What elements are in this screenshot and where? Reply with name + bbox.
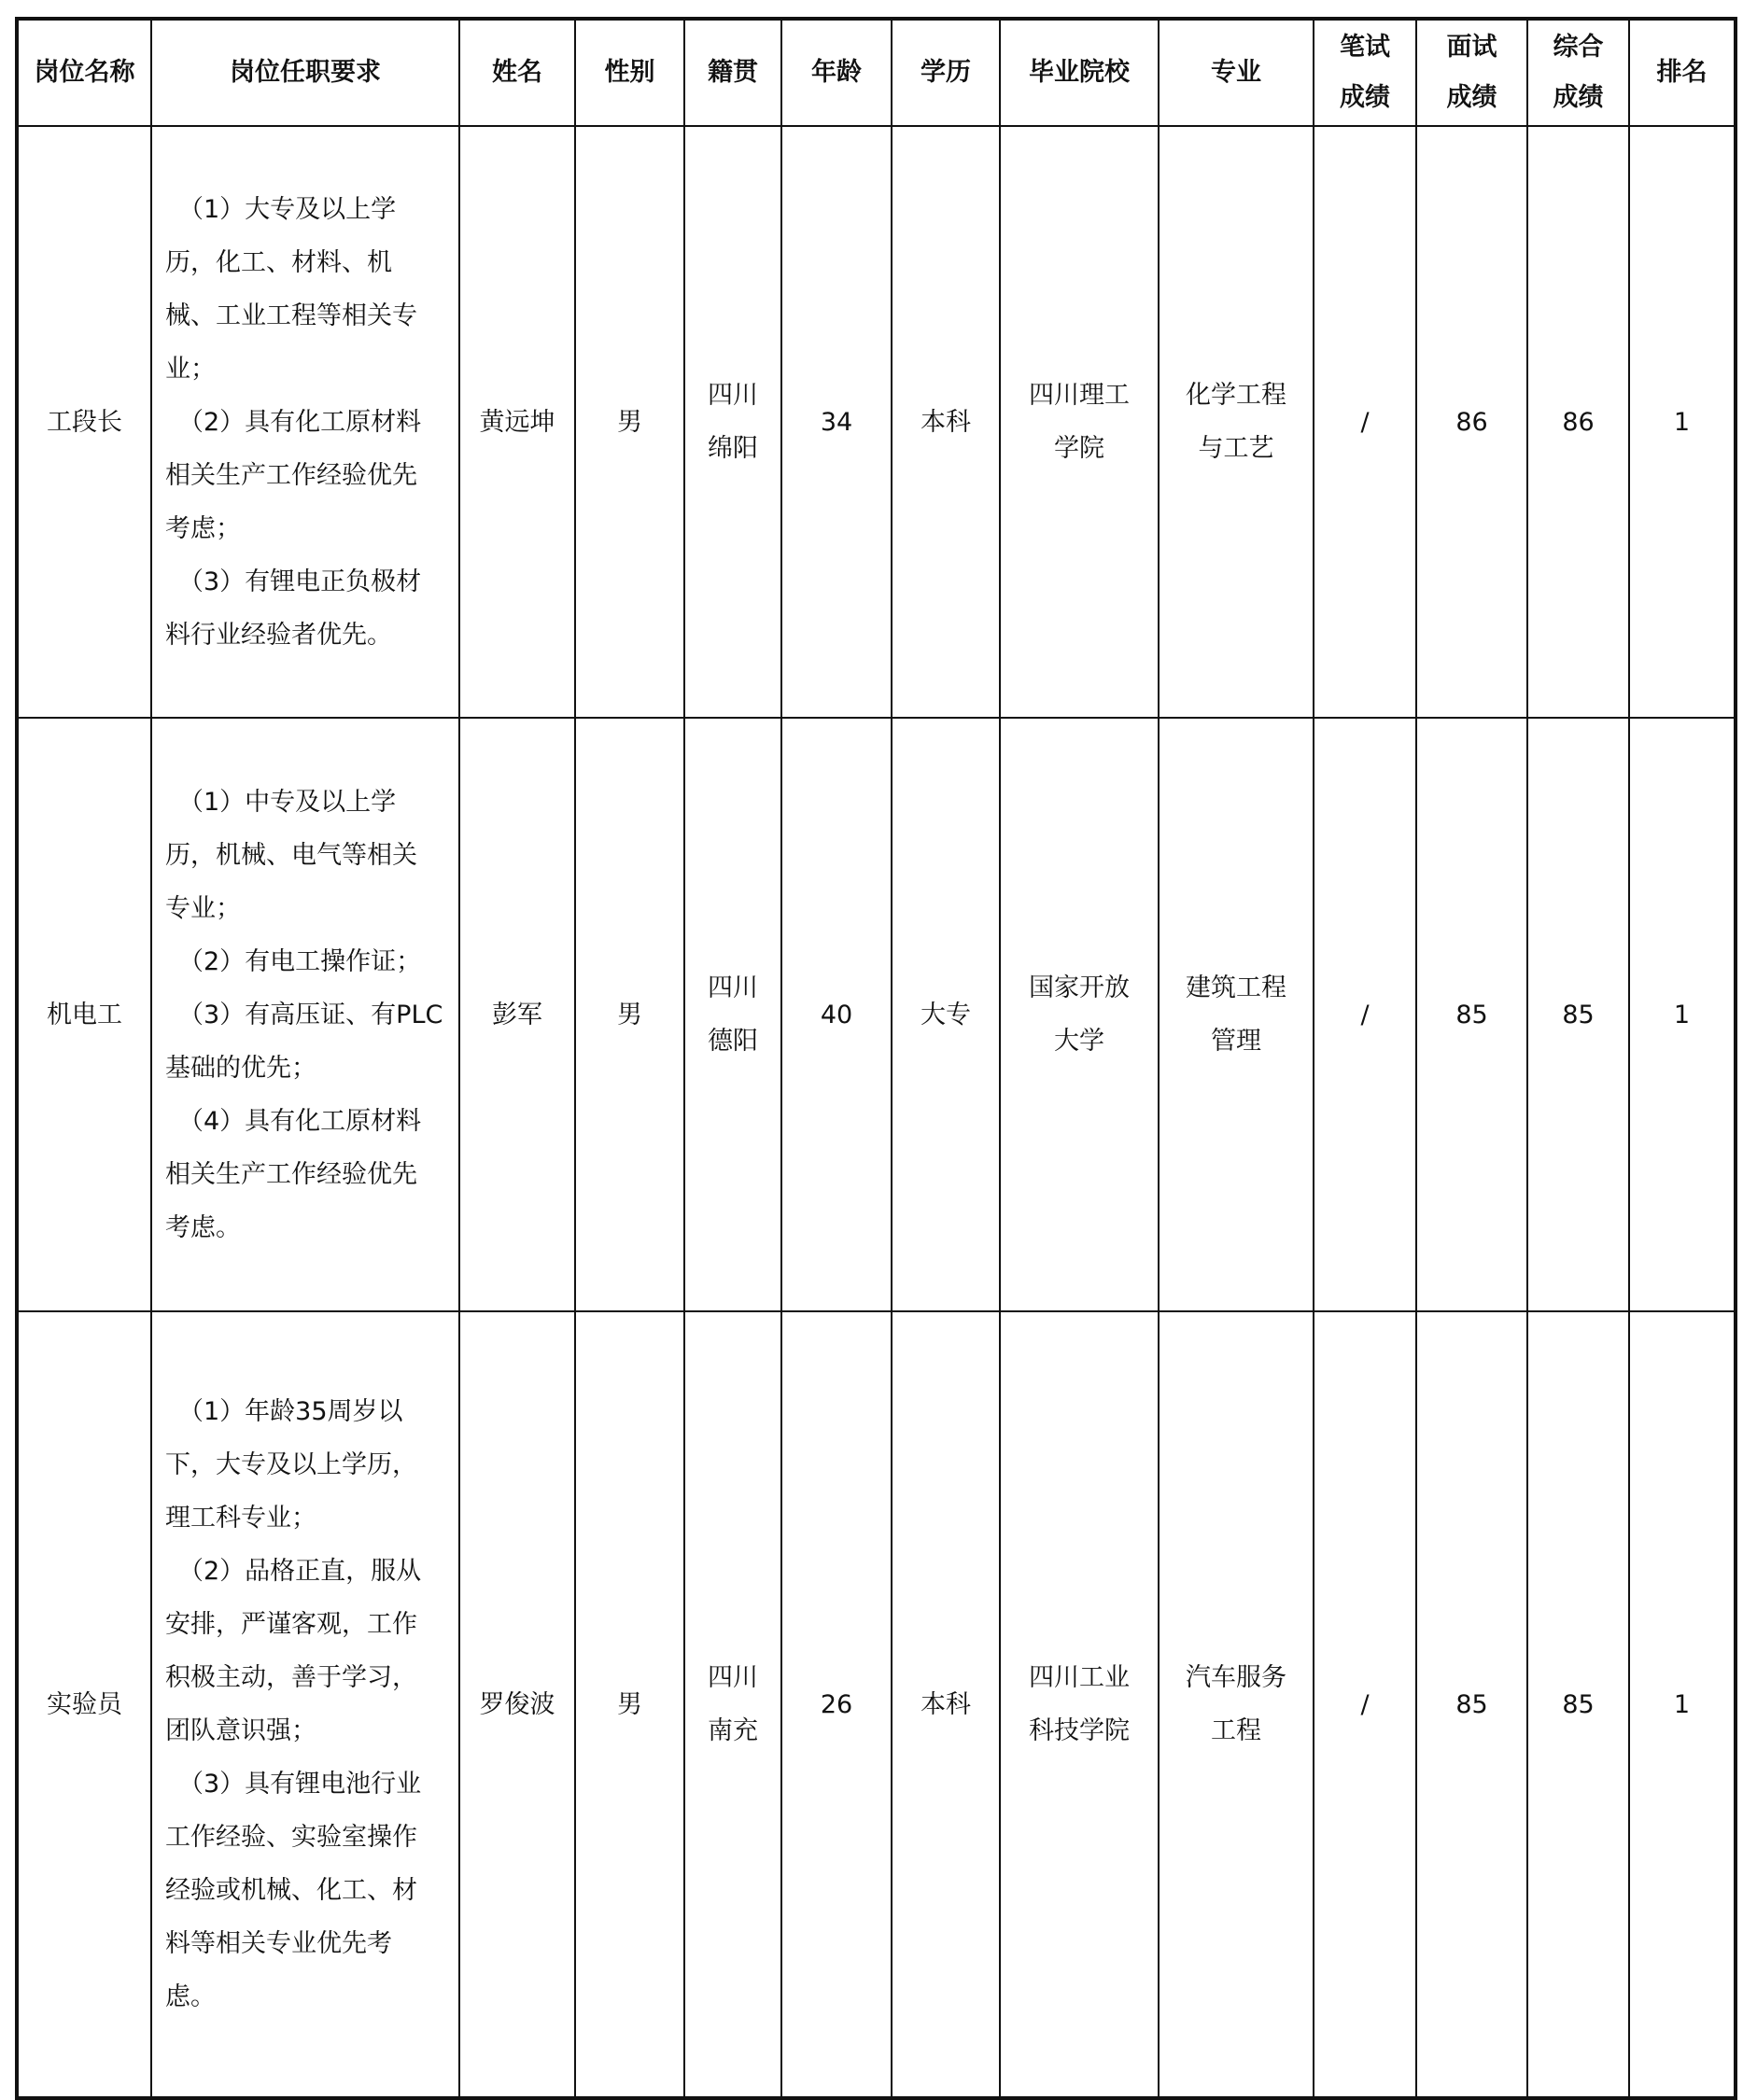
cell-age: 34 [781, 126, 892, 718]
cell-requirements [151, 1311, 459, 2098]
header-written-score-line1: 笔试 [1340, 33, 1390, 62]
header-row [17, 19, 1736, 126]
requirement-line: 安排，严谨客观，工作 [165, 1610, 417, 1639]
origin-line: 四川 [708, 1663, 758, 1692]
requirement-line: 相关生产工作经验优先 [165, 460, 417, 490]
cell-school [1000, 718, 1159, 1311]
major-line: 工程 [1211, 1716, 1261, 1745]
cell-school [1000, 1311, 1159, 2098]
requirement-line: （1）中专及以上学 [178, 787, 397, 817]
results-table [15, 17, 1737, 2100]
school-line: 科技学院 [1029, 1716, 1130, 1745]
header-total-score-line2: 成绩 [1553, 83, 1604, 112]
cell-gender: 男 [575, 126, 684, 718]
major-line: 建筑工程 [1186, 973, 1286, 1002]
origin-line: 四川 [708, 973, 758, 1002]
cell-written-score: / [1314, 1311, 1416, 2098]
cell-rank: 1 [1629, 126, 1736, 718]
cell-position: 工段长 [17, 126, 151, 718]
major-line: 汽车服务 [1186, 1663, 1286, 1692]
table-row [17, 1311, 1736, 2098]
requirement-line: （2）具有化工原材料 [178, 407, 422, 437]
requirement-line: 经验或机械、化工、材 [165, 1876, 417, 1905]
cell-requirements [151, 126, 459, 718]
cell-written-score: / [1314, 126, 1416, 718]
school-line: 学院 [1054, 434, 1104, 463]
header-interview-score-line2: 成绩 [1446, 83, 1497, 112]
table-row [17, 126, 1736, 718]
requirement-line: 考虑。 [165, 1212, 241, 1242]
header-name: 姓名 [459, 19, 575, 126]
requirement-line: 料行业经验者优先。 [165, 620, 392, 650]
origin-line: 南充 [708, 1716, 758, 1745]
cell-major [1159, 718, 1314, 1311]
requirement-line: 理工科专业； [165, 1504, 316, 1533]
header-education: 学历 [892, 19, 1000, 126]
requirement-line: （4）具有化工原材料 [178, 1106, 422, 1136]
requirement-line: 专业； [165, 893, 241, 923]
cell-origin [684, 1311, 781, 2098]
cell-total-score: 85 [1527, 1311, 1629, 2098]
header-written-score [1314, 19, 1416, 126]
school-line: 四川理工 [1029, 381, 1130, 410]
requirement-line: 工作经验、实验室操作 [165, 1823, 417, 1852]
requirement-line: 团队意识强； [165, 1716, 316, 1745]
cell-total-score: 85 [1527, 718, 1629, 1311]
requirement-line: （2）有电工操作证； [178, 946, 422, 976]
requirement-line: 料等相关专业优先考 [165, 1929, 392, 1958]
cell-interview-score: 85 [1416, 1311, 1527, 2098]
requirement-line: 历，机械、电气等相关 [165, 840, 417, 870]
requirement-line: 考虑； [165, 513, 241, 543]
cell-major [1159, 1311, 1314, 2098]
requirement-line: （2）品格正直，服从 [178, 1557, 422, 1586]
requirement-line: 基础的优先； [165, 1053, 316, 1083]
origin-line: 四川 [708, 381, 758, 410]
header-interview-score-line1: 面试 [1446, 33, 1497, 62]
header-gender: 性别 [575, 19, 684, 126]
cell-rank: 1 [1629, 718, 1736, 1311]
cell-interview-score: 85 [1416, 718, 1527, 1311]
cell-education: 本科 [892, 126, 1000, 718]
requirement-line: （3）有锂电正负极材 [178, 567, 422, 596]
requirement-line: （3）有高压证、有PLC [178, 1000, 443, 1029]
header-written-score-line2: 成绩 [1340, 83, 1390, 112]
header-school: 毕业院校 [1000, 19, 1159, 126]
header-total-score-line1: 综合 [1553, 33, 1604, 62]
requirement-line: （3）具有锂电池行业 [178, 1770, 422, 1799]
origin-line: 绵阳 [708, 434, 758, 463]
requirement-line: 业； [165, 354, 216, 384]
cell-age: 26 [781, 1311, 892, 2098]
header-position: 岗位名称 [17, 19, 151, 126]
cell-origin [684, 718, 781, 1311]
cell-origin [684, 126, 781, 718]
major-line: 管理 [1211, 1027, 1261, 1056]
cell-total-score: 86 [1527, 126, 1629, 718]
cell-position: 实验员 [17, 1311, 151, 2098]
major-line: 与工艺 [1198, 434, 1274, 463]
header-rank: 排名 [1629, 19, 1736, 126]
requirement-line: 积极主动，善于学习， [165, 1663, 417, 1692]
origin-line: 德阳 [708, 1027, 758, 1056]
header-major: 专业 [1159, 19, 1314, 126]
requirement-line: 械、工业工程等相关专 [165, 301, 417, 330]
cell-education: 大专 [892, 718, 1000, 1311]
cell-requirements [151, 718, 459, 1311]
cell-written-score: / [1314, 718, 1416, 1311]
cell-position: 机电工 [17, 718, 151, 1311]
requirement-line: （1）大专及以上学 [178, 194, 397, 224]
school-line: 四川工业 [1029, 1663, 1130, 1692]
cell-age: 40 [781, 718, 892, 1311]
cell-education: 本科 [892, 1311, 1000, 2098]
header-origin: 籍贯 [684, 19, 781, 126]
cell-name: 黄远坤 [459, 126, 575, 718]
requirement-line: 历，化工、材料、机 [165, 247, 392, 277]
header-requirements: 岗位任职要求 [151, 19, 459, 126]
cell-gender: 男 [575, 1311, 684, 2098]
cell-gender: 男 [575, 718, 684, 1311]
cell-name: 罗俊波 [459, 1311, 575, 2098]
cell-name: 彭军 [459, 718, 575, 1311]
header-age: 年龄 [781, 19, 892, 126]
requirement-line: （1）年龄35周岁以 [178, 1397, 403, 1426]
header-interview-score [1416, 19, 1527, 126]
cell-rank: 1 [1629, 1311, 1736, 2098]
header-total-score [1527, 19, 1629, 126]
cell-interview-score: 86 [1416, 126, 1527, 718]
requirement-line: 相关生产工作经验优先 [165, 1159, 417, 1189]
school-line: 大学 [1054, 1027, 1104, 1056]
requirement-line: 虑。 [165, 1982, 216, 2011]
table-row [17, 718, 1736, 1311]
cell-major [1159, 126, 1314, 718]
requirement-line: 下，大专及以上学历， [165, 1450, 417, 1479]
cell-school [1000, 126, 1159, 718]
school-line: 国家开放 [1029, 973, 1130, 1002]
major-line: 化学工程 [1186, 381, 1286, 410]
